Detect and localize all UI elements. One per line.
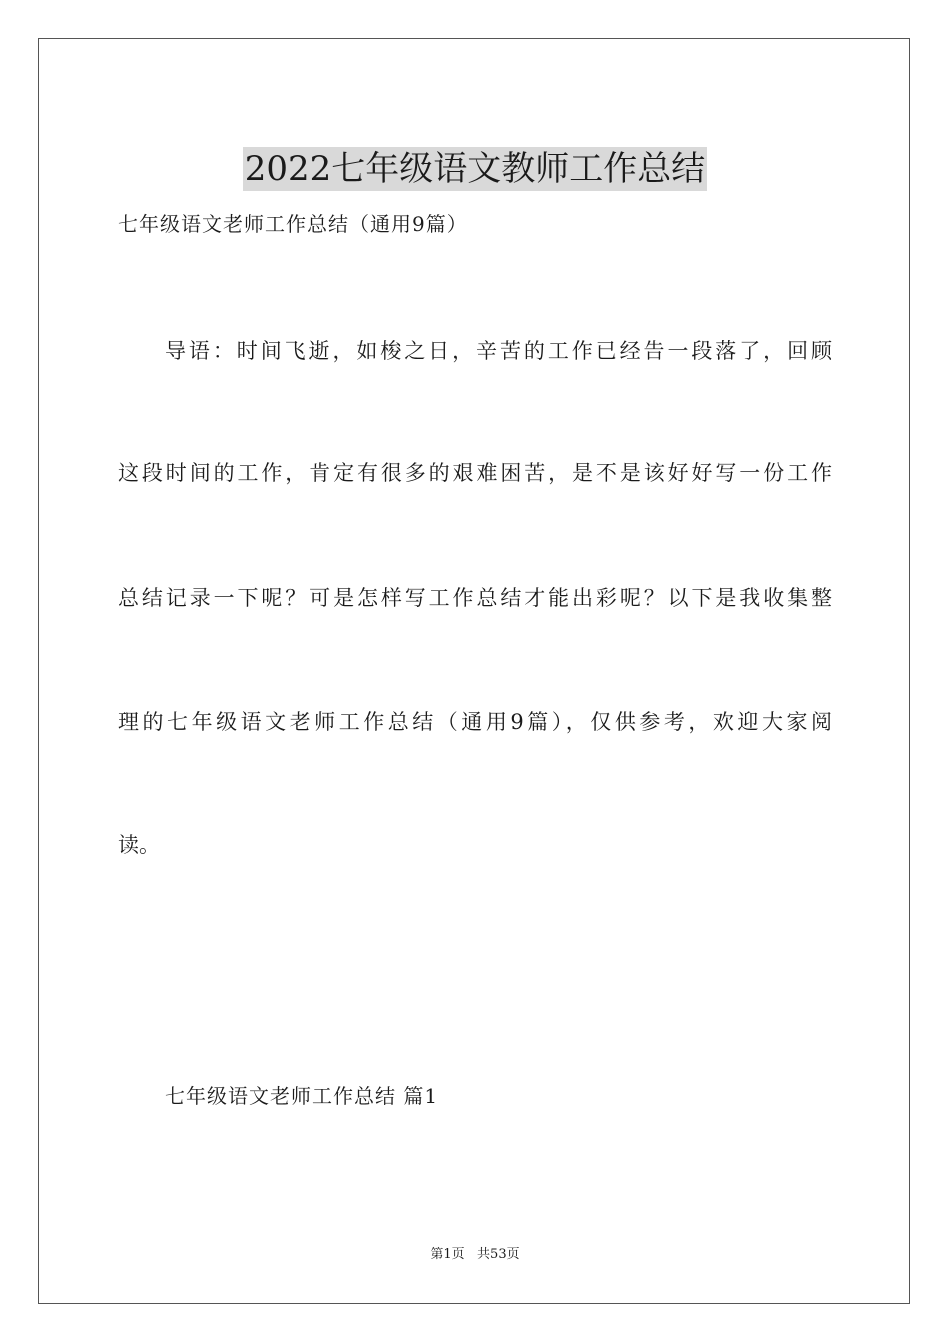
intro-line-4: 理的七年级语文老师工作总结（通用9篇），仅供参考，欢迎大家阅 xyxy=(118,710,832,734)
intro-line-1: 导语：时间飞逝，如梭之日，辛苦的工作已经告一段落了，回顾 xyxy=(165,339,832,363)
page-footer: 第1页 共53页 xyxy=(430,1247,520,1262)
section-heading: 七年级语文老师工作总结 篇1 xyxy=(165,1084,439,1108)
title-container xyxy=(0,124,950,214)
intro-line-2: 这段时间的工作，肯定有很多的艰难困苦，是不是该好好写一份工作 xyxy=(118,461,832,485)
intro-line-3: 总结记录一下呢？可是怎样写工作总结才能出彩呢？以下是我收集整 xyxy=(118,586,832,610)
document-title: 2022七年级语文教师工作总结 xyxy=(244,148,706,189)
document-subtitle: 七年级语文老师工作总结（通用9篇） xyxy=(118,212,468,236)
intro-line-5: 读。 xyxy=(118,833,160,857)
